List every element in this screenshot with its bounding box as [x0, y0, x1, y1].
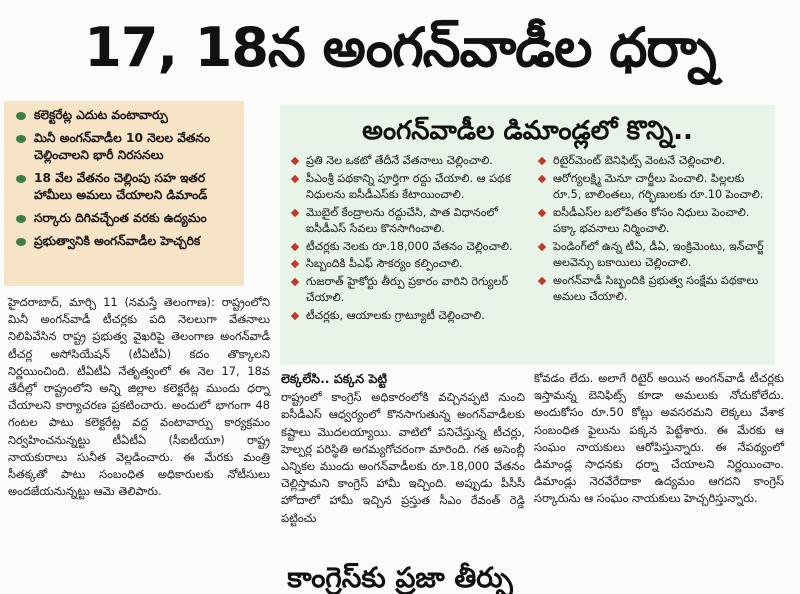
- article-column-1: హైదరాబాద్, మార్చి 11 (నమస్తే తెలంగాణ): రాష్ట్రంలోని మినీ అంగన్‌వాడీ టీచర్లకు పది నెలలుగా వేతనాలు నిలిపివేసిన రాష్ట్ర ప్రభుత్వ వైఖరిపై తెలంగాణ అంగన్‌వాడీ టీచర్ల అసోసియేషన్ (టీఏటీఏ) కదం తొక్కాలని నిర్ణయించింది. టీఏటీఏ నేతృత్వంలో ఈ నెల 17, 18వ తేదీల్లో రాష్ట్రంలోని అన్ని జిల్లాల కలెక్టరేట్ల ముందు ధర్నా చేయాలని కార్యాచరణ ప్రకటించారు. అందులో భాగంగా 48 గంటల పాటు కలెక్టరేట్ల వద్ద వంటావార్పు కార్యక్రమం నిర్వహించనున్నట్టు టీఏటీఏ (సీఐటీయూ) రాష్ట్ర నాయకురాలు సునీత వెల్లడించారు. ఈ మేరకు మంత్రి సీతక్కతో పాటు సంబంధిత అధికారులకు నోటీసులు అందజేయనున్నట్టు ఆమె తెలిపారు.: [8, 295, 270, 499]
- highlights-box: [4, 101, 244, 286]
- bullet-icon: [16, 215, 26, 223]
- bullet-icon: [16, 112, 26, 120]
- next-headline: కాంగ్రెస్‌కు ప్రజా తీర్పు: [287, 561, 513, 594]
- demand-item: [290, 153, 530, 170]
- highlight-text: 18 వేల వేతనం చెల్లింపు సహ ఇతర హామీలు అమలు చేయాలని డిమాండ్: [34, 171, 208, 202]
- diamond-bullet-icon: [291, 260, 299, 268]
- demand-text: మొబైల్ కేంద్రాలను రద్దుచేసి, పాత విధానంలో ఐసీడీఎస్ సేవలు కొనసాగించాలి.: [306, 205, 498, 235]
- diamond-bullet-icon: [538, 276, 546, 284]
- highlight-item: [14, 210, 238, 227]
- demand-text: ఐసీడీఎస్‌ల బలోపేతం కోసం నిధులు పెంచాలి. పక్కా భవనాలు నిర్మించాలి.: [553, 205, 750, 235]
- demand-item: [537, 171, 769, 204]
- diamond-bullet-icon: [538, 242, 546, 250]
- highlight-text: సర్కారు దిగివచ్చేంత వరకు ఉద్యమం: [34, 211, 207, 225]
- diamond-bullet-icon: [538, 157, 546, 165]
- demand-text: ఆరోగ్యలక్ష్మి మెనూ చార్జీలు పెంచాలి. పిల్లలకు రూ.5, బాలింతలు, గర్భిణులకు రూ.10 పెంచాలి.: [553, 171, 764, 201]
- article-column-2: [281, 370, 525, 527]
- subheading: లెక్కలేసి.. పక్కన పెట్టి: [281, 371, 388, 386]
- demand-item: [290, 308, 530, 325]
- diamond-bullet-icon: [538, 174, 546, 182]
- demand-item: [290, 239, 530, 256]
- demand-item: [537, 273, 769, 306]
- demand-item: [537, 239, 769, 272]
- diamond-bullet-icon: [291, 242, 299, 250]
- demand-text: రిటైర్‌మెంట్ బెనిఫిట్స్ వెంటనే చెల్లించాలి.: [553, 154, 726, 167]
- diamond-bullet-icon: [538, 208, 546, 216]
- headline: 17, 18న అంగన్‌వాడీల ధర్నా: [84, 16, 716, 79]
- bullet-icon: [16, 175, 26, 183]
- demand-item: [290, 256, 530, 273]
- diamond-bullet-icon: [291, 174, 299, 182]
- next-headline-strip: [0, 561, 800, 594]
- diamond-bullet-icon: [291, 311, 299, 319]
- article-column-3: కోవడం లేదు. అలాగే రిటైర్ అయిన అంగన్‌వాడీ టీచర్లకు ఇస్తామన్న బెనిఫిట్స్ కూడా అమలుకు నోచుకోలేదు. అందుకోసం రూ.50 కోట్లు అవసరమని లెక్కలు వేశాక సంబంధిత ఫైలును పక్కన పెట్టేశారు. ఈ మేరకు ఆ సంఘం నాయకులు ఆరోపిస్తున్నారు. ఈ నేపథ్యంలో డిమాండ్ల సాధనకు ధర్నా చేయాలని నిర్ణయించాం. డిమాండ్లు నెరవేరేదాకా ఉద్యమం ఆగదని కాంగ్రెస్ సర్కారును ఆ సంఘం నాయకులు హెచ్చరిస్తున్నారు.: [534, 371, 784, 506]
- highlight-text: ప్రభుత్వానికి అంగన్‌వాడీల హెచ్చరిక: [34, 234, 201, 248]
- article-column-2-text: రాష్ట్రంలో కాంగ్రెస్ అధికారంలోకి వచ్చినప్పటి నుంచి ఐసీడీఎస్ ఆధ్వర్యంలో కొనసాగుతున్న అంగన్‌వాడీలకు కష్టాలు మొదలయ్యాయి. వాటిలో పనిచేస్తున్న టీచర్లు, హెల్పర్ల పరిస్థితి అగమ్యగోచరంగా మారింది. గత అసెంబ్లీ ఎన్నికల ముందు అంగన్‌వాడీలకు రూ.18,000 వేతనం చెల్లిస్తామని కాంగ్రెస్ హామీ ఇచ్చింది. అప్పుడు పీసీసీ హోదాలో హామీ ఇచ్చిన ప్రస్తుత సీఎం రేవంత్ రెడ్డి పట్టించు: [281, 390, 525, 525]
- demand-item: [537, 205, 769, 238]
- diamond-bullet-icon: [291, 157, 299, 165]
- demand-item: [290, 171, 530, 204]
- demand-item: [290, 274, 530, 307]
- demand-item: [537, 153, 769, 170]
- diamond-bullet-icon: [291, 277, 299, 285]
- highlight-item: [14, 107, 238, 124]
- demand-text: ప్రతి నెల ఒకటో తేదీనే వేతనాలు చెల్లించాలి.: [306, 154, 493, 167]
- demands-title: అంగన్‌వాడీల డిమాండ్లలో కొన్ని..: [362, 116, 693, 146]
- demand-text: పీఎంశ్రీ పథకాన్ని పూర్తిగా రద్దు చేయాలి. ఆ పథక నిధులను ఐసీడీఎస్‌కు కేటాయించాలి.: [306, 171, 511, 201]
- demands-right-column: [537, 153, 769, 307]
- demands-left-column: [290, 153, 530, 325]
- highlight-text: కలెక్టరేట్ల ఎదుట వంటావార్పు: [34, 108, 168, 122]
- demands-box: [280, 105, 775, 365]
- highlight-item: [14, 233, 238, 250]
- highlight-item: [14, 130, 238, 164]
- demand-item: [290, 205, 530, 238]
- demand-text: పెండింగ్‌లో ఉన్న టీఏ, డీఏ, ఇంక్రిమెంటు, ఇన్‌చార్జ్ అలవెన్సు బకాయిలు చెల్లించాలి.: [553, 239, 764, 269]
- demand-text: సిబ్బందికి పీఎఫ్ సౌకర్యం కల్పించాలి.: [306, 257, 463, 270]
- bullet-icon: [16, 238, 26, 246]
- diamond-bullet-icon: [291, 208, 299, 216]
- highlight-text: మినీ అంగన్‌వాడీల 10 నెలల వేతనం చెల్లించాలని భారీ నిరసనలు: [34, 131, 211, 162]
- demand-text: టీచర్లకు నెలకు రూ.18,000 వేతనం చెల్లించాలి.: [306, 239, 513, 253]
- demand-text: గుజరాత్ హైకోర్టు తీర్పు ప్రకారం వారిని రెగ్యులర్ చేయాలి.: [306, 274, 508, 304]
- demand-text: అంగన్‌వాడీ సిబ్బందికి ప్రభుత్వ సంక్షేమ పథకాలు అమలు చేయాలి.: [553, 273, 759, 303]
- highlight-item: [14, 170, 238, 204]
- demand-text: టీచర్లకు, ఆయాలకు గ్రాట్యూటీ చెల్లించాలి.: [306, 308, 485, 322]
- bullet-icon: [16, 135, 26, 143]
